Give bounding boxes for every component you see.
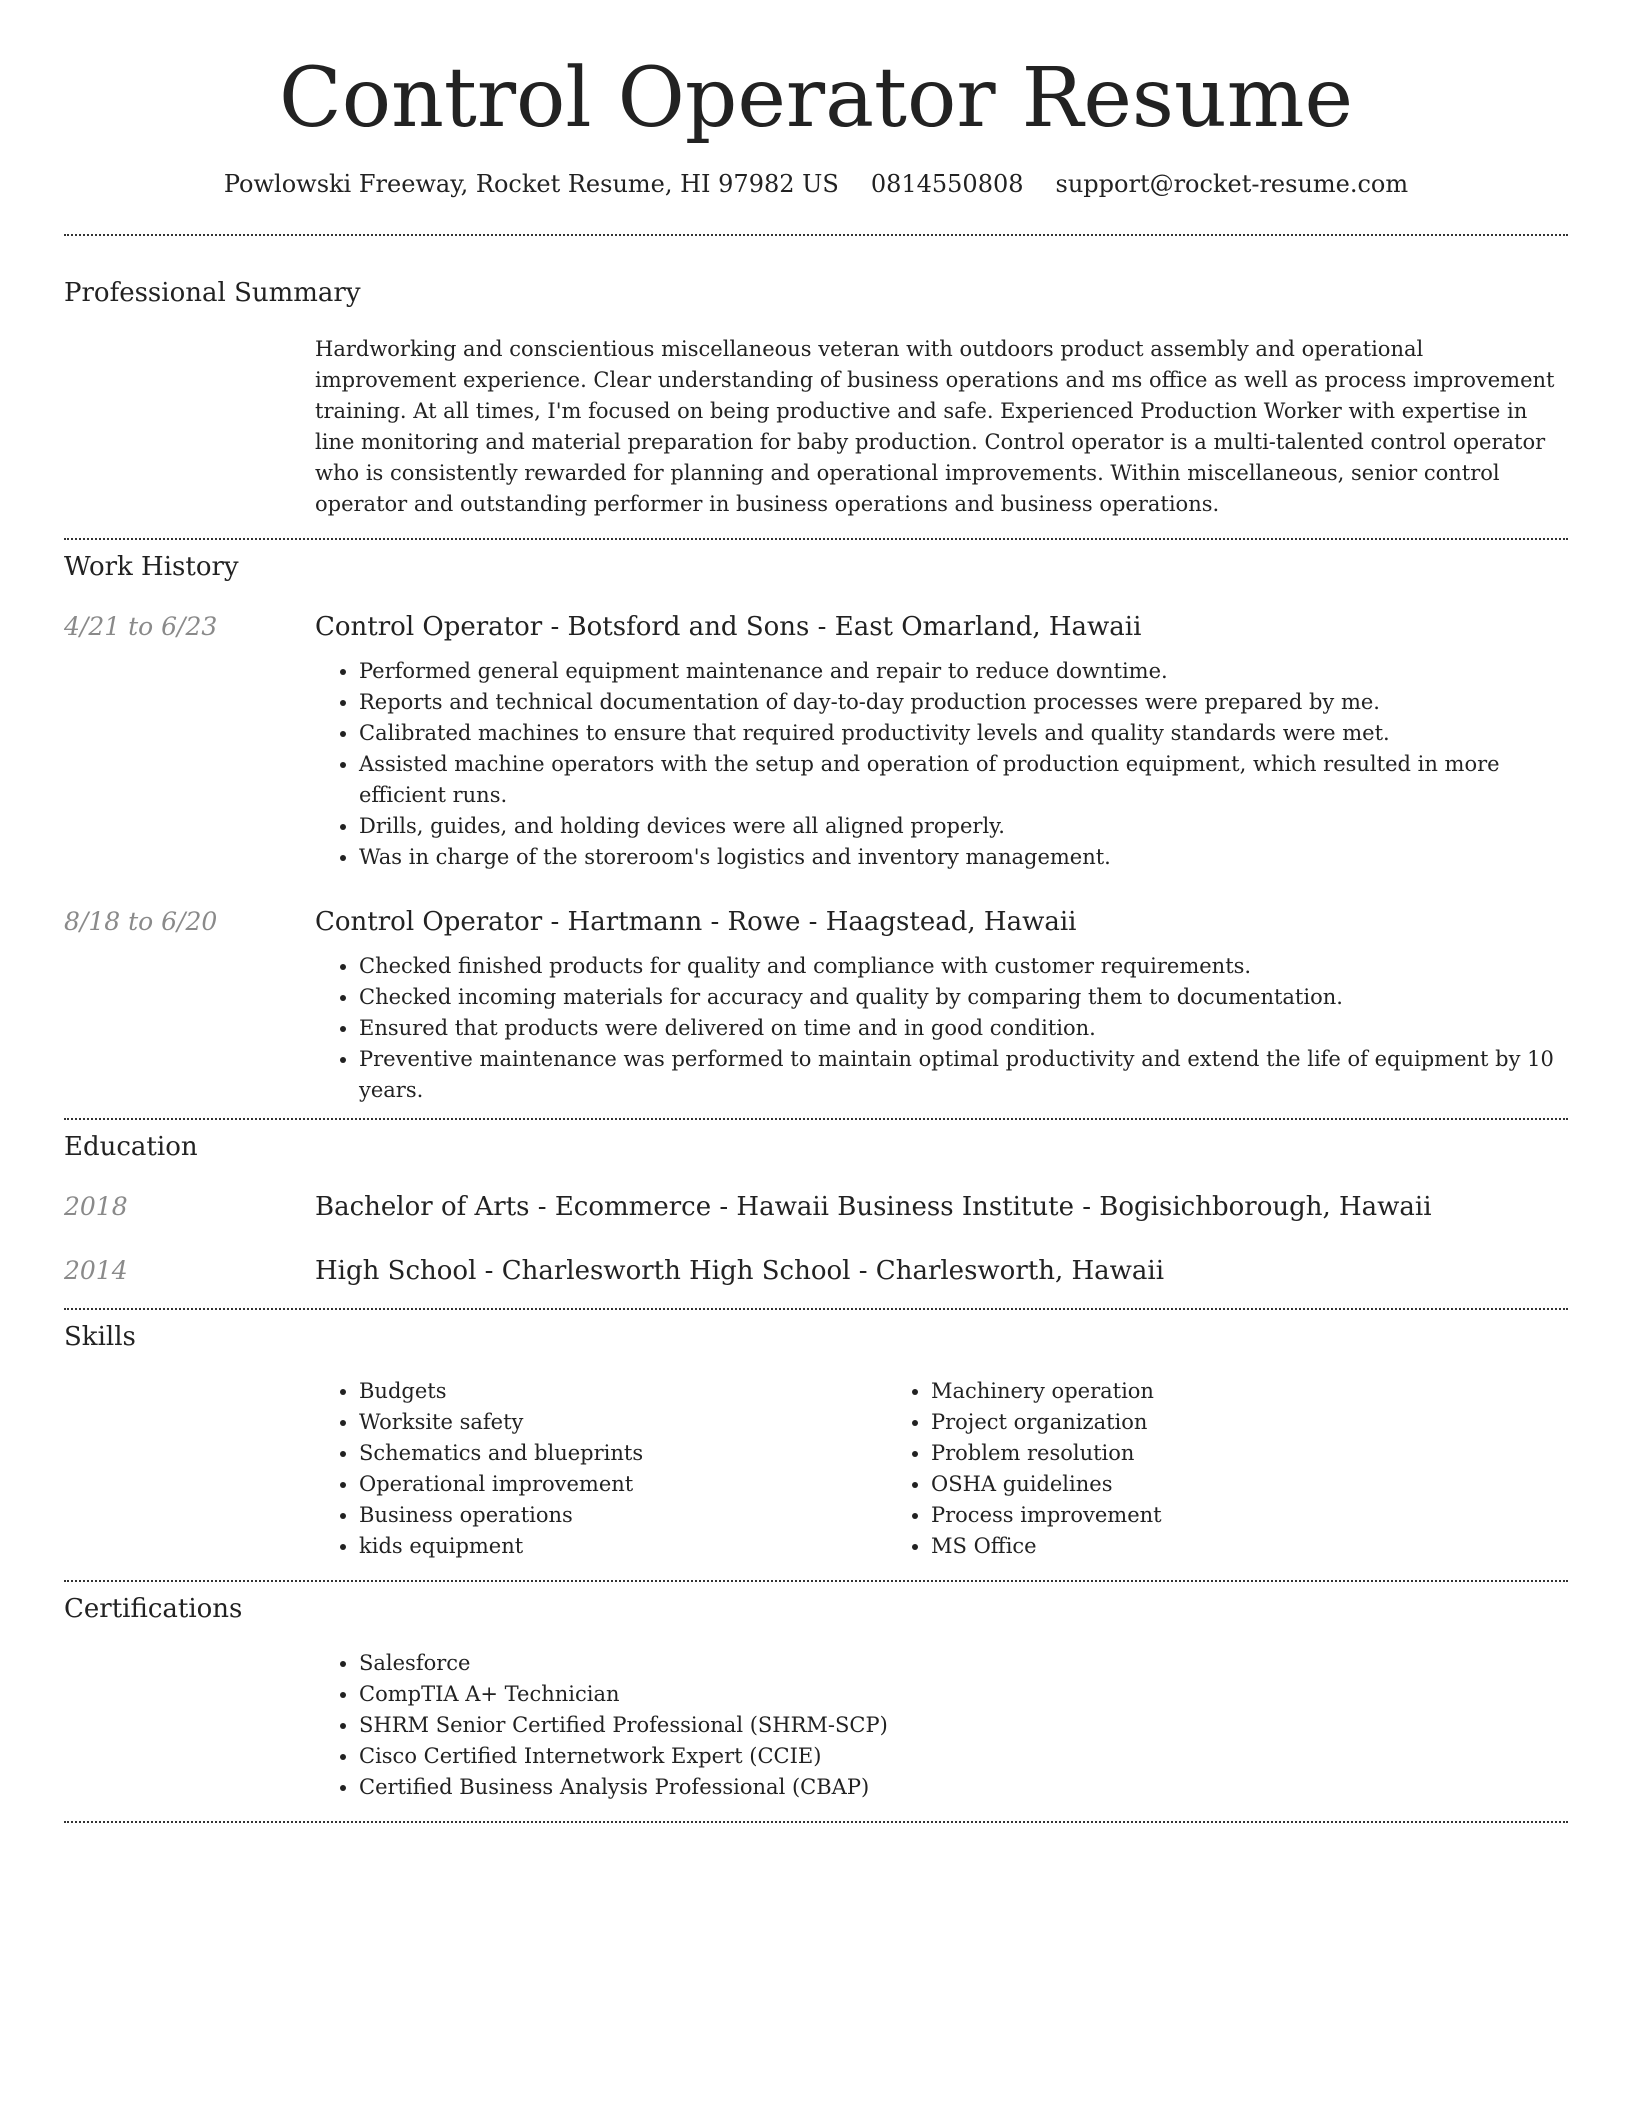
certifications-list xyxy=(315,1648,1568,1803)
skills-column-right xyxy=(887,1376,1459,1562)
job-entry xyxy=(64,907,1568,1106)
summary-text: Hardworking and conscientious miscellaneous veteran with outdoors product assembly and operational improvement experience. Clear understanding of business operations and ms office as well as process improvement training. At all times, I'm focused on being productive and safe. Experienced Production Worker with expertise in line monitoring and material preparation for baby production. Control operator is a multi-talented control operator who is consistently rewarded for planning and operational improvements. Within miscellaneous, senior control operator and outstanding performer in business operations and business operations. xyxy=(315,337,1555,517)
skills-grid xyxy=(315,1376,1568,1562)
list-item: • Checked finished products for quality and compliance with customer requirements. xyxy=(359,951,1568,982)
skill-item: • Problem resolution xyxy=(931,1438,1459,1469)
job-entry xyxy=(64,612,1568,873)
section-title-skills: Skills xyxy=(64,1322,136,1353)
list-item: • Reports and technical documentation of day-to-day production processes were prepared by me. xyxy=(359,687,1568,718)
list-item: • Performed general equipment maintenance and repair to reduce downtime. xyxy=(359,656,1568,687)
certification-item: • Salesforce xyxy=(359,1648,1568,1679)
list-item: • Checked incoming materials for accuracy and quality by comparing them to documentation. xyxy=(359,982,1568,1013)
section-title-education: Education xyxy=(64,1132,198,1163)
education-year: 2018 xyxy=(64,1192,128,1222)
job-dates: 8/18 to 6/20 xyxy=(64,907,218,937)
skill-item: • Machinery operation xyxy=(931,1376,1459,1407)
divider xyxy=(64,1821,1568,1823)
skill-item: • OSHA guidelines xyxy=(931,1469,1459,1500)
resume-header xyxy=(64,0,1568,198)
list-item: • Was in charge of the storeroom's logistics and inventory management. xyxy=(359,842,1568,873)
job-bullets xyxy=(315,951,1568,1106)
skills-column-left xyxy=(315,1376,887,1562)
resume-title: Control Operator Resume xyxy=(278,51,1354,146)
job-heading: Control Operator - Botsford and Sons - East Omarland, Hawaii xyxy=(315,612,1142,643)
section-title-work: Work History xyxy=(64,552,239,583)
skill-item: • Operational improvement xyxy=(359,1469,887,1500)
skills-section xyxy=(64,1310,1568,1580)
education-entry xyxy=(64,1192,1568,1222)
job-bullets xyxy=(315,656,1568,873)
skill-item: • Worksite safety xyxy=(359,1407,887,1438)
skill-item: • Process improvement xyxy=(931,1500,1459,1531)
skill-item: • Schematics and blueprints xyxy=(359,1438,887,1469)
contact-phone: 0814550808 xyxy=(870,170,1024,199)
job-heading: Control Operator - Hartmann - Rowe - Haagstead, Hawaii xyxy=(315,907,1077,938)
list-item: • Drills, guides, and holding devices were all aligned properly. xyxy=(359,811,1568,842)
education-heading: High School - Charlesworth High School - Charlesworth, Hawaii xyxy=(315,1256,1165,1287)
contact-line xyxy=(64,170,1568,198)
section-title-certifications: Certifications xyxy=(64,1594,243,1625)
education-entry xyxy=(64,1256,1568,1286)
certification-item: • SHRM Senior Certified Professional (SHRM-SCP) xyxy=(359,1710,1568,1741)
summary-section xyxy=(64,236,1568,538)
section-title-summary: Professional Summary xyxy=(64,278,361,309)
job-dates: 4/21 to 6/23 xyxy=(64,612,218,642)
contact-address: Powlowski Freeway, Rocket Resume, HI 97982 US xyxy=(223,170,839,199)
list-item: • Ensured that products were delivered on time and in good condition. xyxy=(359,1013,1568,1044)
certification-item: • Cisco Certified Internetwork Expert (CCIE) xyxy=(359,1741,1568,1772)
certification-item: • Certified Business Analysis Professional (CBAP) xyxy=(359,1772,1568,1803)
skill-item: • MS Office xyxy=(931,1531,1459,1562)
education-section xyxy=(64,1120,1568,1308)
skill-item: • kids equipment xyxy=(359,1531,887,1562)
list-item: • Calibrated machines to ensure that required productivity levels and quality standards were met. xyxy=(359,718,1568,749)
list-item: • Assisted machine operators with the setup and operation of production equipment, which resulted in more efficient runs. xyxy=(359,749,1568,811)
skill-item: • Project organization xyxy=(931,1407,1459,1438)
work-history-section xyxy=(64,540,1568,1118)
certification-item: • CompTIA A+ Technician xyxy=(359,1679,1568,1710)
contact-email: support@rocket-resume.com xyxy=(1055,170,1409,199)
education-heading: Bachelor of Arts - Ecommerce - Hawaii Business Institute - Bogisichborough, Hawaii xyxy=(315,1192,1432,1223)
list-item: • Preventive maintenance was performed to maintain optimal productivity and extend the life of equipment by 10 years. xyxy=(359,1044,1568,1106)
skill-item: • Budgets xyxy=(359,1376,887,1407)
skill-item: • Business operations xyxy=(359,1500,887,1531)
education-year: 2014 xyxy=(64,1256,128,1286)
certifications-section xyxy=(64,1582,1568,1821)
